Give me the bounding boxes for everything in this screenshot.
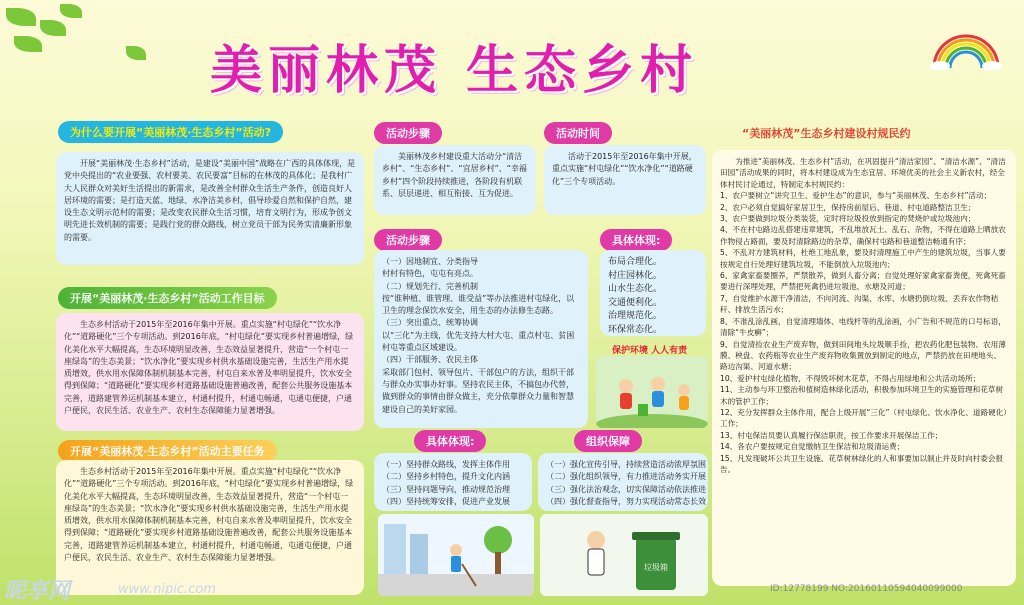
steps2-item: （四）干部服务、农民主体 xyxy=(382,355,478,365)
time-heading: 活动时间 xyxy=(544,122,612,144)
guarantee-item: （一）强化宣传引导，持续营造活动浓厚氛围 xyxy=(546,460,706,469)
concrete2-panel xyxy=(374,453,532,511)
street-cleaning-illustration xyxy=(378,514,534,596)
steps2-item: （三）突出重点、统筹协调 xyxy=(382,318,478,328)
steps2-item: （二）规划先行、完善机制 xyxy=(382,281,478,291)
rules-item: 2、农户必须自觉搞好家居卫生，保持房前屋后、巷道、村屯道路整洁卫生； xyxy=(720,202,976,212)
time-text: 活动于2015年至2016年集中开展，重点实施“村屯绿化”“饮水净化”“道路硬化”三个专项活动。 xyxy=(552,152,697,186)
guarantee-heading: 组织保障 xyxy=(574,430,642,452)
rules-item: 12、充分发挥群众主体作用，配合上级开展“三化”（村屯绿化、饮水净化、道路硬化）工作； xyxy=(720,407,1008,429)
watermark-url: www.nipic.com xyxy=(118,582,216,597)
rules-panel xyxy=(712,150,1016,586)
rules-item: 3、农户要做到垃圾分类装袋，定时将垃圾投放到指定的焚烧炉或垃圾池内； xyxy=(720,214,976,224)
rules-item: 7、自觉维护水源干净清洁，不向河流、沟渠、水库、水塘扔倒垃圾、丢弃农作物秸秆、排放生活污水； xyxy=(720,293,999,315)
image-id-text: ID:12778199 NO:20160110594040099000 xyxy=(770,584,963,594)
guarantee-item: （四）强化督查指导，努力实现活动常态长效 xyxy=(546,496,706,506)
goal-text: 生态乡村活动于2015年至2016年集中开展。重点实施“村屯绿化”“饮水净化”“道路硬化”三个专项活动。到2016年底，“村屯绿化”要实现乡村普遍增绿，绿化美化水平大幅提高，生态环境明显改善，生态效益显著提升，营造“一个村屯一座绿岛”的生态美景；“饮水净化”要实现乡村供水基础设施完善，生活生产用水提质增效，供水用水保障体制机制基本完善，村屯自来水普及率明显提升，饮水安全得到保障；“道路硬化”要实现乡村道路基础设施普遍改善，配套公共服务设施基本完善，道路建管养运机制基本建立，村通村提升，村通屯畅通，屯通屯便捷，户通户便民，农民生活、农业生产、农村生态保障能力显著增强。 xyxy=(64,320,354,416)
rules-intro: 为推进“美丽林茂、生态乡村”活动，在巩固提升“清洁家园”、“清洁水源”、“清洁田园”活动成果的同时，将本村建设成为生态宜居、环境优美的社会主义新农村，经全体村民讨论通过，特制定本村规民约： xyxy=(720,157,1006,189)
guarantee-item: （二）强化组织领导，有力推进活动务实开展 xyxy=(546,472,706,482)
steps2-item: 以“三化”为主线，优先支持大村大屯、重点村屯、贫困村屯等重点区域建设。 xyxy=(382,330,575,353)
why-panel xyxy=(56,152,364,265)
steps2-item: 村村有特色，屯屯有亮点。 xyxy=(382,269,478,279)
steps2-panel xyxy=(374,250,588,428)
steps2-item: 按“谁种植、谁管理、谁受益”等办法推进村屯绿化，以卫生的理念保饮水安全，用生态的办法修生态路。 xyxy=(382,293,575,316)
leaf-decoration xyxy=(60,4,82,18)
watermark-logo: 昵享网 xyxy=(4,579,71,604)
concrete1-panel xyxy=(600,250,706,336)
concrete1-item: 村庄园林化。 xyxy=(608,270,663,281)
why-heading: 为什么要开展“美丽林茂·生态乡村”活动? xyxy=(58,121,283,143)
rules-item: 9、自觉清捡农业生产废弃物，做到田间地头垃圾顺手捡，把农药化肥包装物、农用薄膜、秧盘、农药瓶等农业生产废弃物收集置放到制定的地点，严禁扔放在田埂地头、路边沟渠、河道水塘； xyxy=(720,339,1006,372)
page-title: 美丽林茂 生态乡村 xyxy=(210,41,699,101)
leaf-decoration xyxy=(6,8,36,26)
leaf-decoration xyxy=(14,36,42,52)
concrete1-item: 布局合理化。 xyxy=(608,257,663,267)
task-text: 生态乡村活动于2015年至2016年集中开展。重点实施“村屯绿化”“饮水净化”“道路硬化”三个专项活动。到2016年底，“村屯绿化”要实现乡村普遍增绿，绿化美化水平大幅提高，生态环境明显改善，生态效益显著提升，营造“一个村屯一座绿岛”的生态美景；“饮水净化”要实现乡村供水基础设施完善，生活生产用水提质增效，供水用水保障体制机制基本完善，村屯自来水普及率明显提升，饮水安全得到保障；“道路硬化”要实现乡村道路基础设施普遍改善，配套公共服务设施基本完善，道路建管养运机制基本建立，村通村提升，村通屯畅通，屯通屯便捷，户通户便民，农民生活、农业生产、农村生态保障能力显著增强。 xyxy=(64,467,354,563)
task-panel xyxy=(56,460,364,595)
rules-item: 8、不准乱涂乱画，自觉清理墙体、电线杆等的乱涂画，小广告和不规范的口号标语，清除“牛皮癣”； xyxy=(720,316,1006,338)
concrete1-item: 治理规范化。 xyxy=(608,311,663,321)
guarantee-panel xyxy=(538,453,708,511)
guarantee-item: （三）强化法治观念，切实保障活动依法推进 xyxy=(546,484,706,494)
rules-item: 4、不在村屯路边乱搭建违章建筑，不乱堆放瓦土、乱石、杂物，不得在道路上晒放农作物侵占路面，要及时清除路边的杂草，确保村屯路和巷道整洁畅通有序； xyxy=(720,225,1006,246)
leaf-decoration xyxy=(40,20,66,36)
concrete2-item: （三）坚持问题导向，推动规范治理 xyxy=(382,484,510,494)
steps1-panel xyxy=(374,145,536,215)
rainbow-icon xyxy=(928,30,1004,70)
concrete2-item: （二）坚持乡村特色，提升文化内涵 xyxy=(382,472,510,482)
time-panel xyxy=(544,145,706,215)
goal-panel xyxy=(56,313,364,431)
concrete1-item: 环保常态化。 xyxy=(608,324,663,335)
steps1-heading: 活动步骤 xyxy=(374,122,442,144)
rules-item: 5、不乱对方建筑材料，杜绝工地乱象，要及时清理施工中产生的建筑垃圾，当事人要按规定自行处理好建筑垃圾，不能倒放入垃圾池内； xyxy=(720,248,1006,269)
concrete1-item: 山水生态化。 xyxy=(608,284,663,294)
slogan-text: 保护环境 人人有责 xyxy=(612,346,688,356)
concrete2-item: （四）坚持统筹安排，促进产业发展 xyxy=(382,496,510,506)
trash-bin-illustration xyxy=(540,514,708,596)
rules-heading: “美丽林茂”生态乡村建设村规民约 xyxy=(742,127,911,140)
rules-item: 1、农户要树立“讲究卫生、爱护生态”的意识，参与“美丽林茂、生态乡村”活动； xyxy=(720,191,992,201)
steps1-text: 美丽林茂乡村建设重大活动分“清洁乡村”、“生态乡村”、“宜居乡村”、“幸福乡村”四个阶段持续推进，各阶段有机联系、层层递进、相互衔接、互为促进。 xyxy=(382,152,527,198)
bin-label: 垃圾箱 xyxy=(644,563,668,572)
concrete1-item: 交通便利化。 xyxy=(608,297,663,308)
concrete2-heading: 具体体现: xyxy=(414,430,486,452)
steps2-heading: 活动步骤 xyxy=(374,229,442,251)
rules-item: 14、各农户要按规定自觉缴纳卫生保洁和垃圾清运费； xyxy=(720,442,905,452)
concrete1-heading: 具体体现: xyxy=(600,229,672,251)
why-text: 开展“美丽林茂·生态乡村”活动，是建设“美丽中国”战略在广西的具体体现，是党中央提出的“农业要强、农村要美、农民要富”目标的在林茂的具体化；是我村广大人民群众对美好生活提出的新需求，是改善全村群众生活生产条件，创造良好人居环境的需要；是打造天蓝、地绿、水净洁美乡村，倡导珍爱自然和保护自然，建设生态文明示范村的需要；是改变农民群众生活习惯，培育文明行为，形成争创文明先进长效机制的需要；是践行党的群众路线，树立党员干部为民务实清廉新形象的需要。 xyxy=(64,159,356,242)
children-cleaning-illustration xyxy=(596,356,708,428)
leaf-decoration xyxy=(126,46,146,60)
concrete2-item: （一）坚持群众路线，发挥主体作用 xyxy=(382,460,510,469)
rules-item: 11、主动参与环卫整治和植树造林绿化活动，积极参加环境卫生的实施管理和花草树木的管护工作； xyxy=(720,385,1004,406)
steps2-item: （一）因地制宜、分类指导 xyxy=(382,257,478,266)
steps2-item: 采取部门包村、领导包片、干部包户的方法，组织干部与群众办实事办好事。坚持农民主体，不搞包办代替，做到群众的事情由群众做主，充分依靠群众力量和智慧建设自己的美好家园。 xyxy=(382,367,574,414)
task-heading: 开展“美丽林茂·生态乡村”活动主要任务 xyxy=(58,440,277,462)
rules-item: 6、家禽家畜要圈养，严禁散养，做到人畜分离；自觉处理好家禽家畜粪便，死禽死畜要进行深埋处理，严禁把死禽扔进垃圾池、水塘及河道； xyxy=(720,271,1006,292)
rules-item: 13、村屯保洁员要认真履行保洁职责，按工作要求开展保洁工作； xyxy=(720,430,943,440)
rules-item: 15、凡发现破坏公共卫生设施、花草树林绿化的人和事要加以制止并及时向村委会报告。 xyxy=(720,453,1004,474)
rules-item: 10、爱护村屯绿化植物，不得毁坏树木花草，不得占用绿地和公共活动场所； xyxy=(720,373,981,383)
goal-heading: 开展“美丽林茂·生态乡村”活动工作目标 xyxy=(58,287,277,309)
